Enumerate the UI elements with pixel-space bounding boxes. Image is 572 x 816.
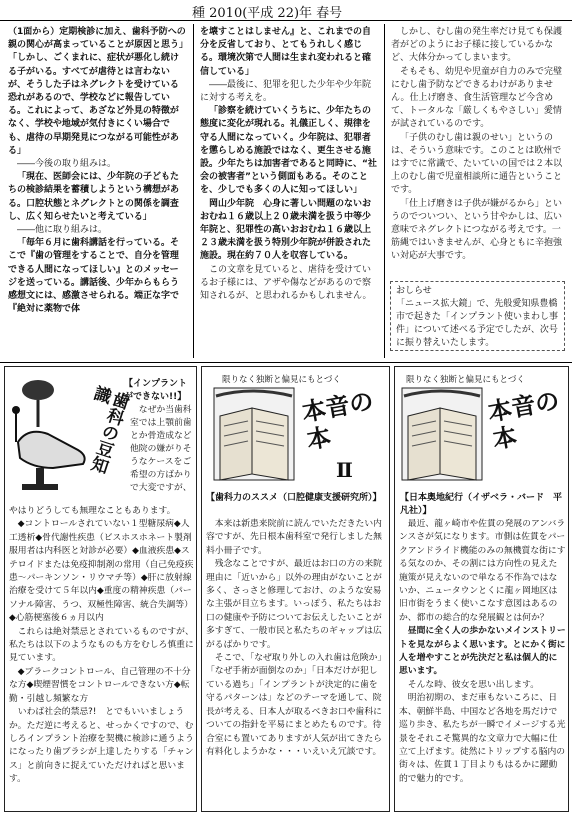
article-column-1 bbox=[8, 26, 186, 358]
paragraph: これらは絶対禁忌とされているものですが、私たちは以下のようなものも方をむしろ慎重に見ています。 bbox=[9, 626, 194, 664]
paragraph: この文章を見ていると、虐待を受けているお子様には、アザや傷などがあるので察知されるが、と思われるかもしれません。 bbox=[200, 264, 372, 302]
page-header bbox=[0, 0, 572, 21]
paragraph: そもそも、幼児や児童が自力のみで完璧にむし歯予防などできるわけがありません。仕上げ磨き、食生活管理など今含めて、トータルな「厳しくもやさしい」愛情が試されているのです。 bbox=[391, 66, 563, 130]
paragraph: 「診察を続けていくうちに、少年たちの態度に変化が現れる。礼儀正しく、規律を守る人間になっていく。少年院は、犯罪者を懲らしめる施設ではなく、更生させる施設。少年たちは加害者であると同時に、“社会の被害者”という側面もある。そのことを、少しでも多くの人に知ってほしい」 bbox=[200, 106, 377, 196]
paragraph: 最近、龍ヶ崎市や佐貫の発展のアンバランスさが気になります。市側は佐貫をパークアンドライド機能のみの無機質な街にする気なのか、その割には方向性の見えた施策が見えないので単なる不作為ではないか、ニュータウンとくに龍ヶ岡地区は旧市街をうまく使いこなす意図はあるのか、都市の総合的な発展観とは何か？ bbox=[399, 519, 566, 623]
paragraph: 「毎年６月に歯科講話を行っている。そこで『歯の管理をすることで、自分を管理できる人間になってほしい』とのメッセージを送っている。講話後、少年からもらう感想文には、感激させられる。端正な字で『絶対に薬物で体 bbox=[8, 238, 180, 315]
book-review-body-2 bbox=[206, 518, 386, 810]
review-tagline: 限りなく独断と偏見にもとづく bbox=[222, 375, 341, 385]
article-column-2 bbox=[200, 26, 378, 358]
paragraph: いわば社会的禁忌?! とでもいいましょうか。ただ逆に考えると、せっかくですので、むしろインプラント治療を契機に検診に通うようになったり歯ブラシが上達したりする「チャンス」と前向きに捉えていただければと思います。 bbox=[9, 707, 194, 785]
paragraph: そこで、「なぜ取り外しの入れ歯は危険か」「なぜ手術が面倒なのか」「日本だけが犯している過ち」「インプラントが決定的に歯を守るパターンは」などのテーマを通して、院長が考える、日本人が取るべきお口や歯科についての指針を平易にまとめたものです。待合室にも置いてありますが人気が出てきたら有料化しようかな・・・いえいえ冗談です。 bbox=[206, 653, 382, 757]
paragraph: 明治初期の、まだ車もないころに、日本、朝鮮半島、中国など各地を馬だけで巡り歩き、私たちが一瞬でイメージする光景をそれこそ驚異的な文章力で大幅に仕立て上げます。徒然にトリップする脳内の街々は、佐貫１丁目よりもはるかに躍動的で魅力的です。 bbox=[399, 693, 566, 784]
column-divider bbox=[193, 24, 194, 358]
column-divider bbox=[384, 24, 385, 358]
book-title-2: 【歯科力のススメ（口腔健康支援研究所）】 bbox=[206, 493, 382, 503]
paragraph: ◆ブラークコントロール、自己管理の不十分な方◆喫煙習慣をコントロールできない方◆転勤・引越し頻繁な方 bbox=[9, 666, 191, 704]
notice-heading: おしらせ bbox=[396, 286, 432, 296]
paragraph: ――他に取り組みは。 bbox=[17, 225, 108, 236]
paragraph: （1面から）定期検診に加え、歯科予防への親の関心が高まっていることが原因と思う」「しかし、ごくまれに、症状が悪化し続ける子がいる。すべてが虐待とは言わないが、そうした子はネグレクトを受けている恐れがあるので、学校などに報告している。これによって、あざなど外見の特徴がなく、学校や地域が気付きにくい場合でも、虐待の早期発見につながる可能性がある」 bbox=[8, 27, 186, 156]
dental-trivia-intro: なぜか当歯科室では上顎前歯とか骨造成など他院の嫌がりそうなケースをご希望の方ばかりで大変ですが、 bbox=[130, 405, 192, 493]
book-title-3: 【日本奥地紀行（イザベラ・バード 平凡社）】 bbox=[400, 493, 563, 516]
section-divider bbox=[0, 362, 572, 363]
paragraph: を壊すことはしません』と、これまでの自分を反省しており、とてもうれしく感じる。環境次第で人間は生まれ変われると確信している」 bbox=[200, 27, 372, 77]
issue-title: 種 2010(平成 22)年 春号 bbox=[192, 6, 343, 21]
paragraph: ――最後に、犯罪を犯した少年や少年院に対する考えを。 bbox=[200, 79, 372, 104]
book-review-body-3 bbox=[399, 518, 566, 810]
paragraph: ――今後の取り組みは。 bbox=[17, 159, 117, 170]
dental-trivia-logo: 歯科の豆知識 bbox=[85, 382, 131, 476]
notice-body: 「ニュース拡大鏡」で、先般愛知県豊橋市で起きた「インプラント使いまわし事件」について述べる予定でしたが、次号に振り替えいたします。 bbox=[396, 299, 559, 348]
paragraph: ◆コントロールされていない１型糖尿病◆人工透析◆骨代謝性疾患（ビスホスホネート製剤服用者は内科医と対診が必要）◆血液疾患◆ステロイドまたは免疫抑制剤の常用（自己免疫疾患～パーキンソン・リウマチ等）◆肝に放射線治療を受けて５年以内◆重度の精神疾患（パーソナル障害、うつ、双極性障害、統合失調等）◆心筋梗塞後６ヵ月以内 bbox=[9, 519, 194, 624]
honne-logo: 本音の本 bbox=[485, 385, 562, 455]
notice-box bbox=[390, 281, 565, 351]
dental-trivia-title: 【インプラントができない!!】 bbox=[124, 379, 188, 402]
paragraph: 「仕上げ磨きは子供が嫌がるから」というのでついつい、という甘やかしは、広い意味でネグレクトにつながる考えです。一筋縄ではいきませんが、心身ともに辛抱強い対応が大事です。 bbox=[391, 198, 563, 262]
paragraph: そんな時、彼女を思い出します。 bbox=[407, 679, 540, 690]
dental-trivia-body bbox=[9, 505, 194, 810]
volume-numeral: Ⅱ bbox=[336, 458, 353, 482]
paragraph: しかし、むし歯の発生率だけ見ても保護者がどのようにお子様に接しているかなど、大体分かってしまいます。 bbox=[391, 27, 563, 64]
paragraph: 昼間に全く人の歩かないメインストリートを見ながらよく思います。とにかく街に人を増やすことが先決だと私は個人的に思います。 bbox=[399, 626, 566, 677]
honne-logo: 本音の本 bbox=[299, 385, 376, 455]
paragraph: 岡山少年院 心身に著しい問題のないおおむね１６歳以上２０歳未満を扱う中等少年院と、犯罪性の高いおおむね１６歳以上２３歳未満を扱う特別少年院が併設された施設。現在約７０人を収容している。 bbox=[200, 198, 372, 262]
book-illustration bbox=[400, 386, 484, 482]
paragraph: やはりどうしても無理なこともあります。 bbox=[9, 506, 176, 516]
paragraph: 「子供のむし歯は親のせい」というのは、そういう意味です。このことは欧州ではすでに常識で、たいていの国では２本以上のむし歯で児童相談所に通告ということです。 bbox=[391, 132, 563, 196]
book-illustration bbox=[212, 386, 296, 482]
paragraph: 「現在、医師会には、少年院の子どもたちの検診結果を蓄積しようという構想がある。口腔状態とネグレクトとの関係を調査し、広く知らせたいと考えている」 bbox=[8, 172, 180, 222]
paragraph: 本来は新患来院前に読んでいただきたい内容ですが、先日根本歯科室で発行しました無料小冊子です。 bbox=[206, 519, 382, 556]
paragraph: 残念なことですが、最近はお口の方の来院理由に「近いから」以外の理由がないことが多く、さっさと修理しておけ、のような安易な主張が目立ちます。いっぽう、私たちはお口の健康や予防についてお伝えしたいことが多すぎて、一般市民と私たちのギャップは広がるばかりです。 bbox=[206, 559, 382, 650]
article-column-3 bbox=[391, 26, 567, 278]
review-tagline: 限りなく独断と偏見にもとづく bbox=[406, 375, 525, 385]
